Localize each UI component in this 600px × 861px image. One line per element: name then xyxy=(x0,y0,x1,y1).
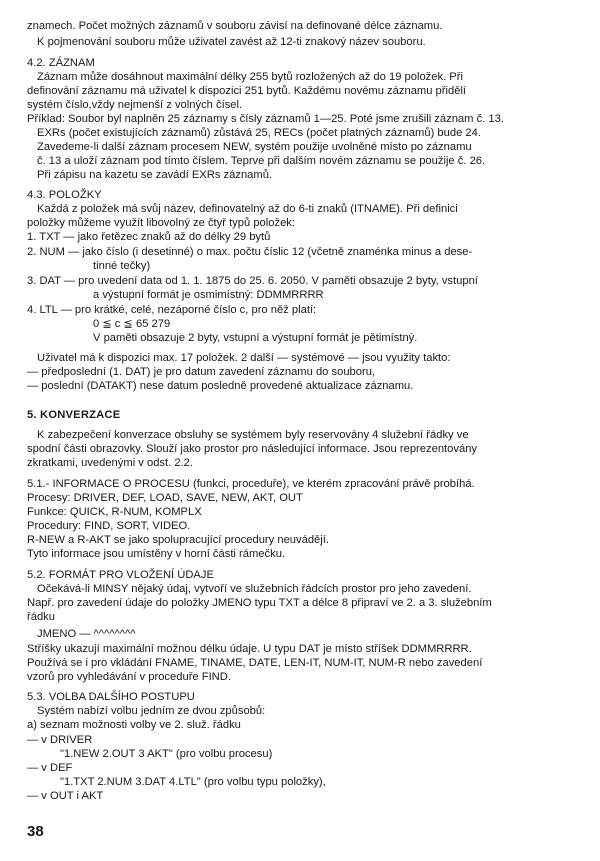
text-line: položky můžeme využít libovolný ze čtyř typů položek: xyxy=(27,217,295,229)
text-line: řádku xyxy=(27,611,55,623)
text-line: definování záznamu má uživatel k dispozici 251 bytů. Každému novému záznamu přidělí xyxy=(27,85,467,97)
text-line: Např. pro zavedení údaje do položky JMENO typu TXT a délce 8 připraví ve 2. a 3. služebním xyxy=(27,597,492,609)
list-item: 2. NUM — jako číslo (i desetinné) o max. počtu číslic 12 (včetně znaménka minus a dese- xyxy=(27,246,473,258)
text-line: K zabezpečení konverzace obsluhy se systémem byly reservovány 4 služební řádky ve xyxy=(37,429,469,441)
list-item: a) seznam možnosti volby ve 2. služ. řádku xyxy=(27,719,241,731)
list-item: — poslední (DATAKT) nese datum posledně provedené aktualizace záznamu. xyxy=(27,380,414,392)
text-line: Příklad: Soubor byl naplněn 25 záznamy s čísly záznamů 1—25. Poté jsme zrušili záznam č. 13. xyxy=(27,113,504,125)
section-heading: 5.2. FORMÁT PRO VLOŽENÍ ÚDAJE xyxy=(27,569,214,581)
example-line: JMENO — ^^^^^^^^ xyxy=(37,628,136,640)
text-line: Procesy: DRIVER, DEF, LOAD, SAVE, NEW, AKT, OUT xyxy=(27,492,303,504)
text-line: spodní části obrazovky. Slouží jako prostor pro následující informace. Jsou reprezentovány xyxy=(27,443,478,455)
formula-line: 0 ≦ c ≦ 65 279 xyxy=(93,318,171,330)
text-line: a výstupní formát je osmimístný: DDMMRRRR xyxy=(93,289,324,301)
text-line: Každá z položek má svůj název, definovatelný až do 6-ti znaků (ITNAME). Při definici xyxy=(37,203,458,215)
text-line: zkratkami, uvedenými v odst. 2.2. xyxy=(27,457,194,469)
list-item: 3. DAT — pro uvedení data od 1. 1. 1875 do 25. 6. 2050. V paměti obsazuje 2 byty, vstupní xyxy=(27,275,478,287)
text-line: V paměti obsazuje 2 byty, vstupní a výstupní formát je pětimístný. xyxy=(93,332,418,344)
text-line: Funkce: QUICK, R-NUM, KOMPLX xyxy=(27,506,202,518)
text-line: EXRs (počet existujících záznamů) zůstává 25, RECs (počet platných záznamů) bude 24. xyxy=(37,127,481,139)
list-item: 1. TXT — jako řetězec znaků až do délky 29 bytů xyxy=(27,231,271,243)
list-item: 4. LTL — pro krátké, celé, nezáporné číslo c, pro něž platí: xyxy=(27,304,317,316)
text-line: K pojmenování souboru může uživatel zavést až 12-ti znakový název souboru. xyxy=(37,36,426,48)
text-line: Tyto informace jsou umístěny v horní části rámečku. xyxy=(27,548,286,560)
text-line: Používá se i pro vkládání FNAME, TINAME, DATE, LEN-IT, NUM-IT, NUM-R nebo zavedení xyxy=(27,657,483,669)
text-line: znamech. Počet možných záznamů v souboru závisí na definované délce záznamu. xyxy=(27,20,443,32)
text-line: systém číslo,vždy nejmenší z volných čísel. xyxy=(27,99,243,111)
page-number: 38 xyxy=(27,823,44,840)
list-item: — předposlední (1. DAT) je pro datum zavedení záznamu do souboru, xyxy=(27,366,376,378)
text-line: Očekává-li MINSY nějaký údaj, vytvoří ve služebních řádcích prostor pro jeho zavedení. xyxy=(37,583,472,595)
text-line: Procedury: FIND, SORT, VIDEO. xyxy=(27,520,191,532)
text-line: Při zápisu na kazetu se zavádí EXRs záznamů. xyxy=(37,169,273,181)
section-heading: 4.3. POLOŽKY xyxy=(27,189,102,201)
text-line: Zavedeme-li další záznam procesem NEW, systém použije uvolněné místo po záznamu xyxy=(37,141,472,153)
list-item: — v OUT i AKT xyxy=(27,790,104,802)
text-line: "1.NEW 2.OUT 3 AKT" (pro volbu procesu) xyxy=(60,748,273,760)
text-line: "1.TXT 2.NUM 3.DAT 4.LTL" (pro volbu typu položky), xyxy=(60,776,326,788)
list-item: — v DRIVER xyxy=(27,734,93,746)
text-line: Záznam může dosáhnout maximální délky 255 bytů rozložených až do 19 položek. Při xyxy=(37,71,463,83)
text-line: tinné tečky) xyxy=(93,260,151,272)
text-line: č. 13 a uloží záznam pod tímto číslem. Teprve při dalším novém záznamu se použije č. 26. xyxy=(37,155,486,167)
section-heading: 4.2. ZÁZNAM xyxy=(27,57,95,69)
section-heading: 5.3. VOLBA DALŠÍHO POSTUPU xyxy=(27,691,195,703)
text-line: Systém nabízí volbu jedním ze dvou způsobů: xyxy=(37,705,266,717)
text-line: vzorů pro vyhledávání v proceduře FIND. xyxy=(27,671,231,683)
text-line: Uživatel má k dispozici max. 17 položek. 2 další — systémové — jsou využity takto: xyxy=(37,352,451,364)
list-item: — v DEF xyxy=(27,762,73,774)
section-heading: 5.1.- INFORMACE O PROCESU (funkci, proceduře), ve kterém zpracování právě probíhá. xyxy=(27,478,475,490)
text-line: Stříšky ukazují maximální možnou délku údaje. U typu DAT je místo stříšek DDMMRRRR. xyxy=(27,643,472,655)
text-line: R-NEW a R-AKT se jako spolupracující procedury neuvádějí. xyxy=(27,534,329,546)
chapter-heading: 5. KONVERZACE xyxy=(27,409,121,421)
